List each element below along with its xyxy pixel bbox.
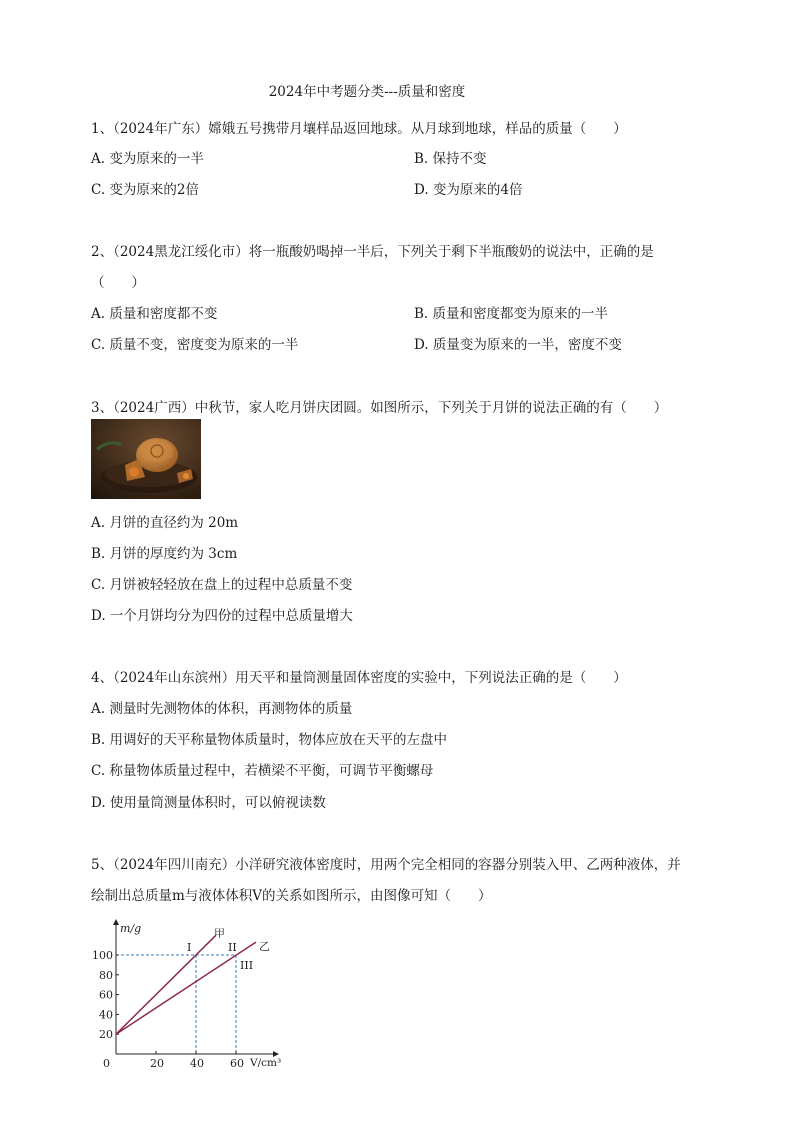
y-tick-label: 20 <box>99 1028 113 1042</box>
q2-option-d: D. 质量变为原来的一半，密度不变 <box>414 337 622 353</box>
mooncake-illustration <box>91 419 201 499</box>
q2-option-b: B. 质量和密度都变为原来的一半 <box>414 306 609 322</box>
q2-option-a: A. 质量和密度都不变 <box>91 306 218 322</box>
q3-option-d: D. 一个月饼均分为四份的过程中总质量增大 <box>91 608 353 624</box>
q4-option-a: A. 测量时先测物体的体积，再测物体的质量 <box>91 701 353 717</box>
point-label-2: II <box>228 941 237 954</box>
page-title: 2024年中考题分类---质量和密度 <box>268 84 466 100</box>
x-tick-label: 40 <box>190 1057 204 1070</box>
q4-option-b: B. 用调好的天平称量物体质量时，物体应放在天平的左盘中 <box>91 732 448 748</box>
mass-volume-chart <box>88 914 288 1074</box>
question-2-stem-cont: （ ） <box>91 275 145 291</box>
q1-option-c: C. 变为原来的2倍 <box>91 182 200 198</box>
question-2-stem: 2、（2024黑龙江绥化市）将一瓶酸奶喝掉一半后，下列关于剩下半瓶酸奶的说法中，正确的是 <box>91 244 654 260</box>
question-5-stem-cont: 绘制出总质量m与液体体积V的关系如图所示，由图像可知（ ） <box>91 888 492 904</box>
q1-option-d: D. 变为原来的4倍 <box>414 182 523 198</box>
series-line-yi <box>116 942 256 1034</box>
q2-option-c: C. 质量不变，密度变为原来的一半 <box>91 337 299 353</box>
q3-option-a: A. 月饼的直径约为 20m <box>91 515 239 531</box>
x-tick-label: 20 <box>150 1057 164 1070</box>
y-tick-label: 80 <box>99 968 113 982</box>
y-tick-label: 60 <box>99 988 113 1002</box>
q1-option-a: A. 变为原来的一半 <box>91 151 204 167</box>
y-axis-label: m/g <box>120 922 142 935</box>
mooncake-photo <box>91 419 201 499</box>
question-5-stem: 5、（2024年四川南充）小洋研究液体密度时，用两个完全相同的容器分别装入甲、乙两种液体，并 <box>91 857 681 873</box>
point-label-3: III <box>240 959 254 972</box>
q3-option-c: C. 月饼被轻轻放在盘上的过程中总质量不变 <box>91 577 353 593</box>
y-tick-label: 100 <box>92 949 113 962</box>
point-label-1: I <box>187 941 192 954</box>
series-line-jia <box>116 935 216 1034</box>
question-4-stem: 4、（2024年山东滨州）用天平和量筒测量固体密度的实验中，下列说法正确的是（ ） <box>91 670 627 686</box>
x-tick-label: 60 <box>230 1057 244 1070</box>
question-3-stem: 3、（2024广西）中秋节，家人吃月饼庆团圆。如图所示，下列关于月饼的说法正确的有（ ） <box>91 400 668 416</box>
x-axis-label: V/cm³ <box>250 1057 282 1069</box>
q4-option-d: D. 使用量筒测量体积时，可以俯视读数 <box>91 795 326 811</box>
q1-option-b: B. 保持不变 <box>414 151 487 167</box>
y-tick-label: 40 <box>99 1008 113 1022</box>
mass-volume-graph <box>88 914 288 1074</box>
series-label-jia: 甲 <box>214 927 225 941</box>
series-label-yi: 乙 <box>259 940 270 954</box>
question-1-stem: 1、（2024年广东）嫦娥五号携带月壤样品返回地球。从月球到地球，样品的质量（ ） <box>91 121 627 137</box>
q3-option-b: B. 月饼的厚度约为 3cm <box>91 546 238 562</box>
x-tick-label: 0 <box>103 1057 110 1070</box>
q4-option-c: C. 称量物体质量过程中，若横梁不平衡，可调节平衡螺母 <box>91 763 434 779</box>
